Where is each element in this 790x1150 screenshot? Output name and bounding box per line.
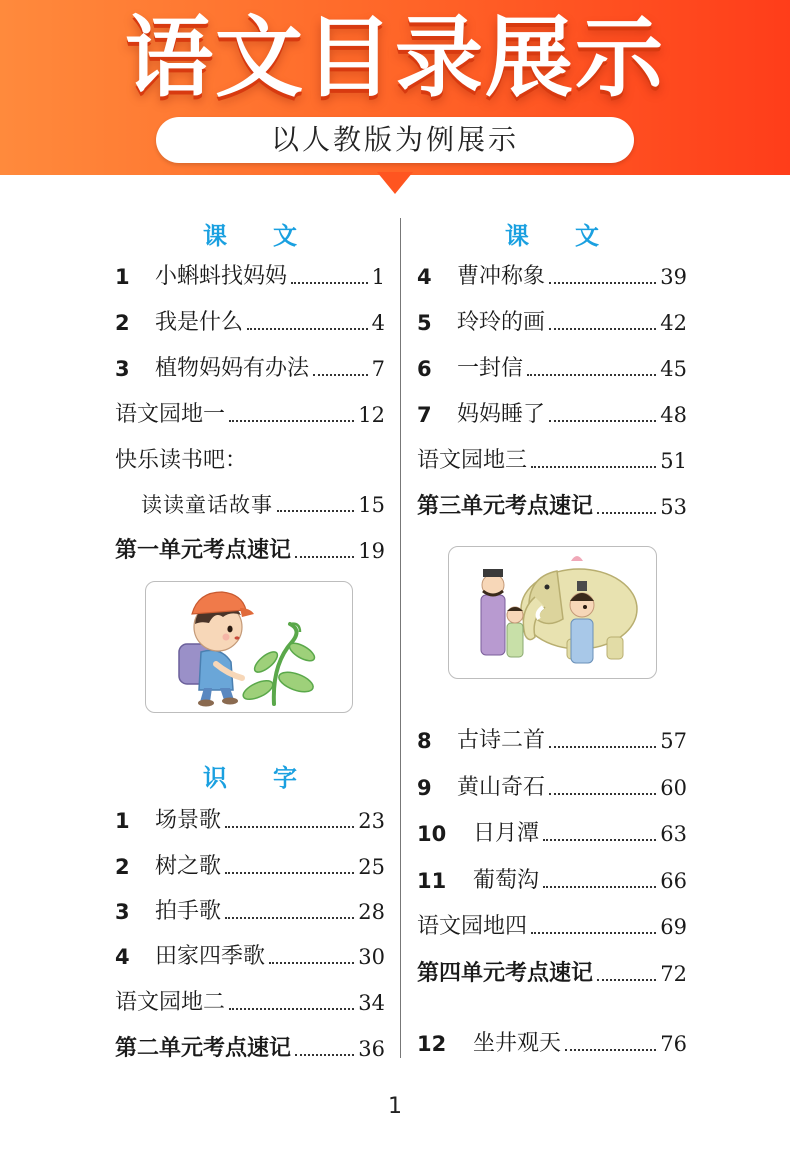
lesson-number: 6: [417, 357, 432, 381]
lesson-title: 黄山奇石: [457, 775, 546, 800]
leader-dots: [531, 466, 656, 468]
toc-entry[interactable]: [417, 258, 687, 292]
leader-dots: [229, 1008, 354, 1010]
leader-dots: [565, 1049, 656, 1051]
lesson-title: 树之歌: [155, 854, 222, 879]
lesson-title: 一封信: [457, 356, 524, 381]
lesson-number: 3: [115, 357, 130, 381]
leader-dots: [247, 328, 368, 330]
leader-dots: [295, 556, 354, 558]
illustration-elephant: [448, 546, 657, 679]
lesson-title: 第二单元考点速记: [115, 1036, 292, 1061]
leader-dots: [225, 826, 354, 828]
lesson-title: 第一单元考点速记: [115, 538, 292, 563]
toc-entry[interactable]: [417, 1025, 687, 1059]
lesson-number: 4: [417, 265, 432, 289]
lesson-title: 第三单元考点速记: [417, 494, 594, 519]
lesson-title: 古诗二首: [457, 728, 546, 753]
page-ref: 69: [660, 915, 687, 939]
toc-entry[interactable]: [417, 815, 687, 849]
lesson-title: 日月潭: [473, 821, 540, 846]
toc-entry[interactable]: [115, 984, 385, 1018]
toc-entry[interactable]: [115, 350, 385, 384]
leader-dots: [549, 328, 656, 330]
lesson-title: 语文园地二: [115, 990, 226, 1015]
toc-entry[interactable]: [115, 802, 385, 836]
page-ref: 28: [358, 900, 385, 924]
toc-entry[interactable]: [115, 1030, 385, 1064]
toc-entry[interactable]: [115, 258, 385, 292]
illustration-boy-sprout: [145, 581, 353, 713]
toc-entry[interactable]: [115, 304, 385, 338]
section-heading-kewen-right: 课文: [505, 222, 645, 250]
page-ref: 72: [660, 962, 687, 986]
leader-dots: [313, 374, 368, 376]
lesson-title: 拍手歌: [155, 899, 222, 924]
page-ref: 30: [358, 945, 385, 969]
page-ref: 48: [660, 403, 687, 427]
lesson-number: 3: [115, 900, 130, 924]
page-ref: 53: [660, 495, 687, 519]
toc-entry[interactable]: [115, 396, 385, 430]
section-heading-shizi: 识字: [203, 764, 343, 792]
toc-entry[interactable]: [115, 938, 385, 972]
leader-dots: [269, 962, 354, 964]
lesson-title: 玲玲的画: [457, 310, 546, 335]
lesson-number: 5: [417, 311, 432, 335]
toc-entry[interactable]: [417, 488, 687, 522]
lesson-number: 7: [417, 403, 432, 427]
leader-dots: [229, 420, 354, 422]
lesson-number: 9: [417, 776, 432, 800]
boy-sprout-drawing: [146, 582, 352, 712]
lesson-title: 快乐读书吧：: [115, 448, 248, 473]
page-ref: 19: [358, 539, 385, 563]
lesson-title: 曹冲称象: [457, 264, 546, 289]
toc-entry[interactable]: [417, 908, 687, 942]
lesson-title: 葡萄沟: [473, 868, 540, 893]
page-ref: 57: [660, 729, 687, 753]
leader-dots: [277, 510, 354, 512]
page-ref: 45: [660, 357, 687, 381]
toc-entry[interactable]: [115, 848, 385, 882]
toc-entry[interactable]: [417, 304, 687, 338]
leader-dots: [549, 793, 656, 795]
page-ref: 51: [660, 449, 687, 473]
lesson-number: 12: [417, 1032, 447, 1056]
lesson-title: 妈妈睡了: [457, 402, 546, 427]
leader-dots: [549, 746, 656, 748]
toc-entry[interactable]: [115, 893, 385, 927]
leader-dots: [531, 932, 656, 934]
lesson-number: 4: [115, 945, 130, 969]
lesson-number: 2: [115, 311, 130, 335]
page-ref: 63: [660, 822, 687, 846]
page-ref: 34: [358, 991, 385, 1015]
column-divider: [400, 218, 401, 1058]
lesson-number: 1: [115, 265, 130, 289]
page-ref: 1: [371, 265, 385, 289]
lesson-number: 11: [417, 869, 447, 893]
toc-entry[interactable]: [141, 486, 385, 520]
leader-dots: [225, 872, 354, 874]
leader-dots: [225, 917, 354, 919]
lesson-number: 1: [115, 809, 130, 833]
page-ref: 76: [660, 1032, 687, 1056]
lesson-title: 田家四季歌: [155, 944, 266, 969]
leader-dots: [549, 420, 656, 422]
lesson-title: 小蝌蚪找妈妈: [155, 264, 288, 289]
lesson-title: 第四单元考点速记: [417, 961, 594, 986]
lesson-number: 8: [417, 729, 432, 753]
page-ref: 4: [371, 311, 385, 335]
page-ref: 25: [358, 855, 385, 879]
toc-entry: [115, 442, 385, 476]
page-ref: 66: [660, 869, 687, 893]
page-ref: 39: [660, 265, 687, 289]
lesson-title: 语文园地四: [417, 914, 528, 939]
leader-dots: [543, 839, 656, 841]
toc-entry[interactable]: [417, 350, 687, 384]
leader-dots: [597, 512, 656, 514]
elephant-drawing: [449, 547, 656, 678]
page-ref: 42: [660, 311, 687, 335]
toc-entry[interactable]: [417, 955, 687, 989]
lesson-title: 坐井观天: [473, 1031, 562, 1056]
page-ref: 36: [358, 1037, 385, 1061]
section-heading-kewen: 课文: [203, 222, 343, 250]
page-ref: 23: [358, 809, 385, 833]
page-ref: 15: [358, 493, 385, 517]
leader-dots: [543, 886, 656, 888]
lesson-title: 我是什么: [155, 310, 244, 335]
toc-entry[interactable]: [417, 396, 687, 430]
toc-entry[interactable]: [417, 862, 687, 896]
page-subtitle: 以人教版为例展示: [270, 123, 519, 156]
toc-entry[interactable]: [417, 722, 687, 756]
page-number: 1: [388, 1094, 402, 1119]
lesson-title: 植物妈妈有办法: [155, 356, 310, 381]
toc-entry[interactable]: [417, 442, 687, 476]
page-ref: 12: [358, 403, 385, 427]
leader-dots: [295, 1054, 354, 1056]
left-column: [115, 0, 385, 1150]
lesson-title: 语文园地三: [417, 448, 528, 473]
page-title: 语文目录展示: [124, 6, 665, 109]
leader-dots: [291, 282, 368, 284]
lesson-title: 读读童话故事: [141, 493, 273, 517]
leader-dots: [527, 374, 656, 376]
toc-entry[interactable]: [417, 769, 687, 803]
page-ref: 60: [660, 776, 687, 800]
leader-dots: [597, 979, 656, 981]
lesson-title: 语文园地一: [115, 402, 226, 427]
lesson-number: 10: [417, 822, 447, 846]
lesson-number: 2: [115, 855, 130, 879]
toc-entry[interactable]: [115, 532, 385, 566]
page-ref: 7: [371, 357, 385, 381]
leader-dots: [549, 282, 656, 284]
lesson-title: 场景歌: [155, 808, 222, 833]
